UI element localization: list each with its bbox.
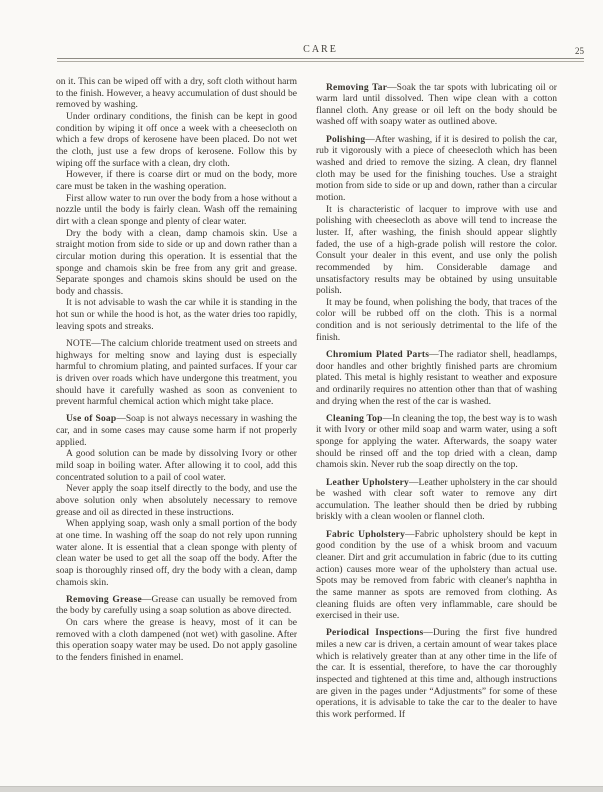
body-paragraph: A good solution can be made by dissolving Ivory or other mild soap in boiling water. After allowing it to cool, add this concentrated solution to a pail of cool water. [56, 449, 297, 483]
section-paragraph: Removing Tar—Soak the tar spots with lubricating oil or warm lard until dissolved. Then wipe clean with a cotton flannel cloth. Any grease or oil left on the body should be washed off with soapy water as outlined above. [316, 82, 557, 128]
body-paragraph: It is not advisable to wash the car while it is standing in the hot sun or while the hood is hot, as the water dries too rapidly, leaving spots and streaks. [56, 298, 297, 332]
section-lead: Removing Tar [326, 82, 388, 93]
section-lead: Fabric Upholstery [326, 529, 406, 540]
body-paragraph: It is characteristic of lacquer to improve with use and polishing with cheesecloth as above will tend to increase the luster. If, after washing, the finish should appear slightly faded, the use of a high-grade polish will restore the color. Consult your dealer in this event, and use only the polish recommended by him. Considerable damage and unsatisfactory results may be obtained by using unsuitable polish. [316, 204, 557, 297]
left-column [56, 77, 297, 782]
section-paragraph: Fabric Upholstery—Fabric upholstery should be kept in good condition by the use of a whisk broom and vacuum cleaner. Dirt and grit accumulation in fabric (due to its cutting action) causes more wear of the upholstery than actual use. Spots may be removed from fabric with cleaner's naphtha in the same manner as spots are removed from clothing. As cleaning fluids are often very inflammable, care should be exercised in their use. [316, 529, 558, 622]
page-header [57, 44, 584, 58]
body-paragraph: On cars where the grease is heavy, most of it can be removed with a cloth dampened (not wet) with gasoline. After this operation soapy water may be used. Do not apply gasoline to the fenders finished in enamel. [56, 618, 297, 663]
section-paragraph: Chromium Plated Parts—The radiator shell, headlamps, door handles and other brightly finished parts are chromium plated. This metal is highly resistant to weather and exposure and ordinarily requires no attention other than that of washing and drying when the rest of the car is washed. [316, 349, 557, 407]
text-columns [56, 77, 557, 782]
section-lead: Removing Grease [66, 594, 142, 605]
body-paragraph: NOTE—The calcium chloride treatment used on streets and highways for melting snow and laying dust is especially harmful to chromium plating, and painted surfaces. If your car is driven over roads which have undergone this treatment, you should have it carefully washed as soon as convenient to prevent harmful chemical action which might take place. [56, 338, 297, 408]
body-paragraph: Dry the body with a clean, damp chamois skin. Use a straight motion from side to side or up and down rather than a circular motion during this operation. It is essential that the sponge and chamois skin be free from any grit and grease. Separate sponges and chamois skins should be used on the body and chassis. [56, 228, 297, 297]
body-paragraph: on it. This can be wiped off with a dry, soft cloth without harm to the finish. However, a heavy accumulation of dust should be removed by washing. [56, 77, 297, 111]
page-number: 25 [575, 46, 584, 56]
body-paragraph: However, if there is coarse dirt or mud on the body, more care must be taken in the washing operation. [56, 170, 297, 192]
body-paragraph: It may be found, when polishing the body, that traces of the color will be rubbed off on the cloth. This is a normal condition and is not seriously detrimental to the life of the finish. [316, 297, 557, 343]
section-lead: Leather Upholstery [326, 477, 410, 488]
right-column [316, 77, 557, 782]
section-lead: Periodical Inspections [326, 628, 424, 639]
section-lead: Polishing [326, 134, 366, 145]
section-paragraph: Polishing—After washing, if it is desired to polish the car, rub it vigorously with a piece of cheesecloth which has been washed and dried to remove the sizing. A clean, dry flannel cloth may be used for the finishing touches. Use a straight motion from side to side or up and down, rather than a circular motion. [316, 134, 557, 203]
section-paragraph: Leather Upholstery—Leather upholstery in the car should be washed with clear soft water to remove any dirt accumulation. The leather should then be dried by rubbing briskly with a clean woolen or flannel cloth. [316, 477, 557, 523]
section-paragraph: Periodical Inspections—During the first five hundred miles a new car is driven, a certain amount of wear takes place which is relatively greater than at any other time in the life of the car. It is essential, therefore, to have the car thoroughly inspected and tightened at this time and, although instructions are given in the pages under “Adjustments” for some of these operations, it is advisable to take the car to the dealer to have this work performed. If [316, 628, 557, 720]
section-lead: Cleaning Top [326, 413, 383, 424]
header-rule [57, 58, 584, 62]
section-paragraph: Cleaning Top—In cleaning the top, the best way is to wash it with Ivory or other mild soap and warm water, using a soft sponge for applying the water. Afterwards, the soapy water should be rinsed off and the top dried with a clean, damp chamois skin. Never rub the soap directly on the top. [316, 413, 557, 471]
section-paragraph: Removing Grease—Grease can usually be removed from the body by carefully using a soap solution as above directed. [56, 594, 297, 617]
scan-bottom-edge [0, 786, 603, 792]
section-lead: Chromium Plated Parts [326, 349, 430, 360]
body-paragraph: First allow water to run over the body from a hose without a nozzle until the body is fairly clean. Wash off the remaining dirt with a clean sponge and plenty of clear water. [56, 193, 297, 227]
body-paragraph: Never apply the soap itself directly to the body, and use the above solution only when absolutely necessary to remove grease and oil as directed in these instructions. [56, 484, 297, 518]
section-paragraph: Use of Soap—Soap is not always necessary in washing the car, and in some cases may cause some harm if not properly applied. [56, 414, 297, 448]
body-paragraph: When applying soap, wash only a small portion of the body at one time. In washing off the soap do not rely upon running water alone. It is essential that a clean sponge with plenty of clean water be used to get all the soap off the body. After the soap is thoroughly rinsed off, dry the body with a clean, damp chamois skin. [56, 519, 297, 588]
running-head-title: CARE [303, 44, 338, 55]
section-lead: Use of Soap [66, 414, 117, 425]
body-paragraph: Under ordinary conditions, the finish can be kept in good condition by wiping it off once a week with a cheesecloth on which a few drops of kerosene have been placed. Do not wet the cloth, just use a few drops of kerosene. Follow this by wiping off the surface with a clean, dry cloth. [56, 111, 297, 169]
